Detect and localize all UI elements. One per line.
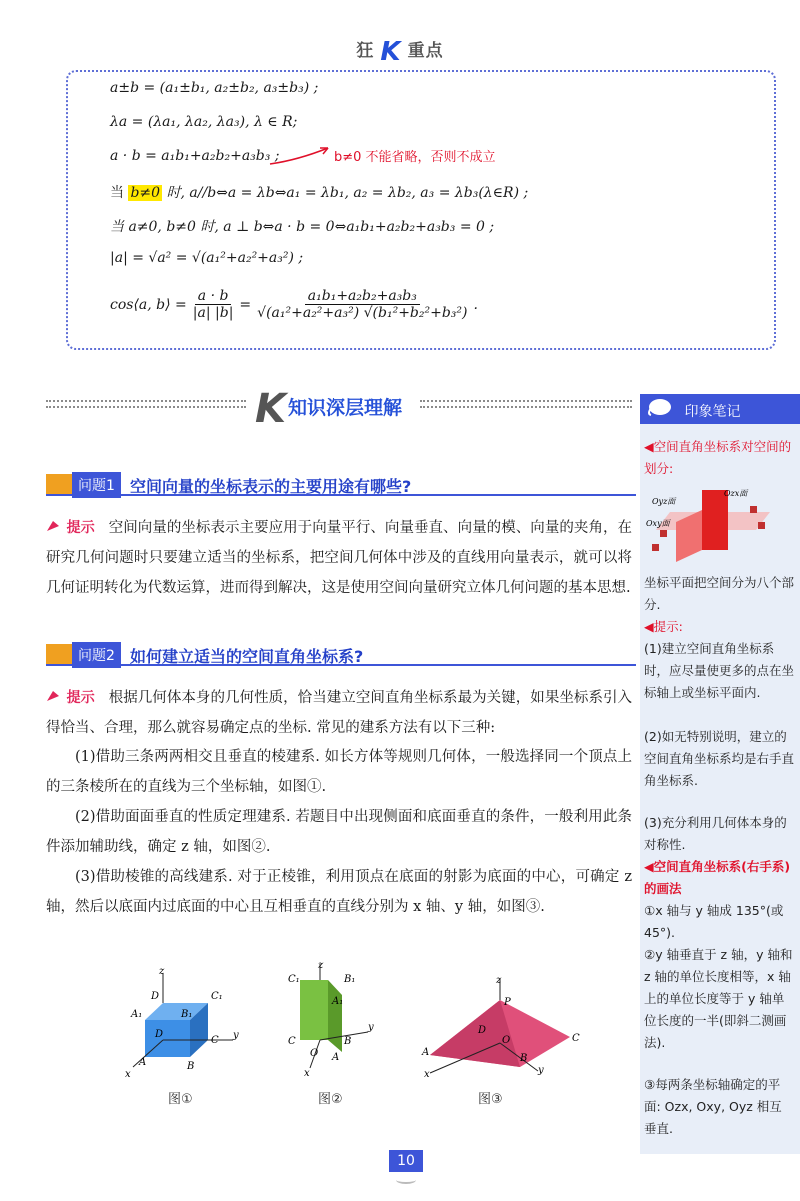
page-ornament-icon: [396, 1176, 416, 1184]
formula-dot-text: a · b = a₁b₁+a₂b₂+a₃b₃ ;: [110, 148, 280, 164]
header-left: 狂: [356, 41, 375, 61]
side-label-ozx: Ozx面: [724, 489, 748, 498]
figure-2-prism: [280, 960, 380, 1080]
q1-title: 空间向量的坐标表示的主要用途有哪些?: [130, 477, 412, 496]
tip1-paragraph: [46, 513, 632, 603]
figure-1-cuboid: [115, 965, 250, 1080]
formula-parallel-prefix: 当: [110, 185, 124, 201]
formula-scalar: λa = (λa₁, λa₂, λa₃), λ ∈ R;: [110, 114, 298, 130]
q1-tag: 问题1: [72, 472, 121, 498]
frac1-num: a · b: [195, 288, 232, 305]
fig2-label-o: O: [310, 1048, 319, 1059]
tip1-icon: [46, 513, 62, 543]
fig1-label-b1: B₁: [181, 1009, 193, 1020]
formula-cos-frac2: [254, 288, 470, 321]
formula-note: b≠0 不能省略，否则不成立: [334, 150, 496, 165]
fig2-label-a1: A₁: [332, 996, 344, 1007]
fig1-label-b: B: [187, 1061, 195, 1072]
formula-cos-eq: =: [239, 296, 252, 313]
formula-perpendicular: 当 a≠0, b≠0 时, a ⊥ b⇔a · b = 0⇔a₁b₁+a₂b₂+a₃b₃ = 0 ;: [110, 219, 495, 235]
sidebar-s1: [644, 436, 794, 480]
fig1-label-c1: C₁: [211, 991, 223, 1002]
sidebar-s3b: ②y 轴垂直于 z 轴，y 轴和 z 轴的单位长度相等，x 轴上的单位长度等于 y 轴单位长度的一半(即斜二测画法).: [644, 947, 793, 1050]
sidebar-s3: ◀空间直角坐标系(右手系)的画法: [644, 859, 791, 896]
page-number: 10: [389, 1150, 423, 1172]
book-icon: [46, 644, 72, 664]
sidebar-heading: [640, 394, 800, 424]
fig3-label-b: B: [520, 1053, 528, 1064]
section-title-text: 知识深层理解: [288, 397, 403, 419]
formula-dot: [110, 148, 280, 164]
sidebar-s2: ◀提示:: [644, 619, 683, 634]
method-2: (2)借助面面垂直的性质定理建系. 若题目中出现侧面和底面垂直的条件，一般利用此条件添加辅助线，确定 z 轴，如图②.: [46, 809, 632, 855]
section-k-logo: K: [255, 386, 286, 432]
elephant-icon: [640, 394, 680, 427]
fig3-label-x: x: [424, 1069, 430, 1080]
note-arrow-icon: [268, 140, 338, 170]
fig3-label-a: A: [422, 1047, 430, 1058]
sidebar-s2a: (1)建立空间直角坐标系时，应尽量使更多的点在坐标轴上或坐标平面内.: [644, 641, 795, 700]
section-dots-left-2: [46, 406, 246, 408]
sidebar-s1b: 坐标平面把空间分为八个部分.: [644, 575, 795, 612]
fig1-label-x: x: [125, 1069, 131, 1080]
section-dots-left: [46, 400, 246, 402]
tip1-label: 提示: [66, 520, 95, 536]
fig3-label-o: O: [502, 1035, 511, 1046]
sidebar-s3a: ①x 轴与 y 轴成 135°(或 45°).: [644, 903, 784, 940]
fig2-label-b1: B₁: [344, 974, 356, 985]
frac2-den: √(a₁²+a₂²+a₃²) √(b₁²+b₂²+b₃²): [257, 305, 468, 321]
fig1-label-y: y: [233, 1030, 239, 1041]
fig2-label-c: C: [288, 1036, 296, 1047]
formula-modulus: |a| = √a² = √(a₁²+a₂²+a₃²) ;: [110, 250, 304, 266]
frac1-den: |a| |b|: [192, 305, 234, 321]
sidebar-s3c: ③每两条坐标轴确定的平面: Ozx, Oxy, Oyz 相互垂直.: [644, 1077, 782, 1136]
book-icon: [46, 474, 72, 494]
fig3-label-p: P: [504, 997, 511, 1008]
method-1: (1)借助三条两两相交且垂直的棱建系. 如长方体等规则几何体，一般选择同一个顶点上的三条棱所在的直线为三个坐标轴，如图①.: [46, 749, 632, 795]
fig2-label-x: x: [304, 1068, 310, 1079]
sidebar-s2c: (3)充分利用几何体本身的对称性.: [644, 815, 787, 852]
fig3-label-c: C: [572, 1033, 580, 1044]
fig3-label-y: y: [538, 1065, 544, 1076]
tip2-paragraph: [46, 683, 632, 743]
fig2-label-y: y: [368, 1022, 374, 1033]
fig1-label-d: D: [155, 1029, 164, 1040]
section-title: [255, 386, 455, 432]
formula-cos: [110, 288, 478, 321]
figure-3-pyramid: [420, 975, 580, 1080]
formula-parallel: [110, 182, 528, 202]
fig1-label-a1: A₁: [131, 1009, 143, 1020]
figure-1-caption: 图①: [168, 1092, 193, 1107]
side-label-oxy: Oxy面: [646, 519, 670, 528]
sidebar-octant-figure: [646, 482, 770, 566]
fig3-label-d: D: [478, 1025, 487, 1036]
formula-parallel-rest: 时, a//b⇔a = λb⇔a₁ = λb₁, a₂ = λb₂, a₃ = λb₃(λ∈R) ;: [166, 185, 529, 201]
q2-tag: 问题2: [72, 642, 121, 668]
q2-title: 如何建立适当的空间直角坐标系?: [130, 647, 364, 666]
formula-cos-left: cos⟨a, b⟩ =: [110, 296, 187, 313]
page-header: [0, 36, 800, 67]
side-label-oyz: Oyz面: [652, 497, 676, 506]
header-k-logo: K: [380, 37, 402, 67]
formula-parallel-highlight: b≠0: [130, 185, 161, 201]
fig1-label-a: A: [139, 1057, 147, 1068]
fig2-label-c1: C₁: [288, 974, 300, 985]
formula-cos-end: .: [473, 296, 478, 313]
fig1-label-d1: D: [151, 991, 160, 1002]
sidebar-heading-text: 印象笔记: [684, 404, 741, 420]
fig3-label-z: z: [496, 975, 502, 986]
tip2-icon: [46, 683, 62, 713]
figure-2-caption: 图②: [318, 1092, 343, 1107]
header-right: 重点: [407, 41, 444, 61]
tip2-text: 根据几何体本身的几何性质，恰当建立空间直角坐标系最为关键，如果坐标系引入得恰当、合理，那么就容易确定点的坐标. 常见的建系方法有以下三种:: [46, 690, 633, 736]
sidebar-s1-text: ◀空间直角坐标系对空间的划分:: [644, 439, 792, 476]
formula-cos-frac1: [190, 288, 237, 321]
frac2-num: a₁b₁+a₂b₂+a₃b₃: [305, 288, 420, 305]
fig1-label-c: C: [211, 1035, 219, 1046]
fig2-label-b: B: [344, 1036, 352, 1047]
fig2-label-z: z: [318, 960, 324, 971]
fig1-label-z: z: [159, 966, 165, 977]
tip1-text: 空间向量的坐标表示主要应用于向量平行、向量垂直、向量的模、向量的夹角，在研究几何问题时只要建立适当的坐标系，把空间几何体中涉及的直线用向量表示，就可以将几何证明转化为代数运算，进而得到解决，这是使用空间向量研究立体几何问题的基本思想.: [46, 520, 633, 596]
method-3: (3)借助棱锥的高线建系. 对于正棱锥，利用顶点在底面的射影为底面的中心，可确定 z 轴，然后以底面内过底面的中心且互相垂直的直线分别为 x 轴、y 轴，如图③.: [46, 869, 632, 915]
fig2-label-a: A: [332, 1052, 340, 1063]
formula-add: a±b = (a₁±b₁, a₂±b₂, a₃±b₃) ;: [110, 80, 319, 96]
tip2-label: 提示: [66, 690, 95, 706]
figure-3-caption: 图③: [478, 1092, 503, 1107]
sidebar-s2b: (2)如无特别说明，建立的空间直角坐标系均是右手直角坐标系.: [644, 729, 795, 788]
